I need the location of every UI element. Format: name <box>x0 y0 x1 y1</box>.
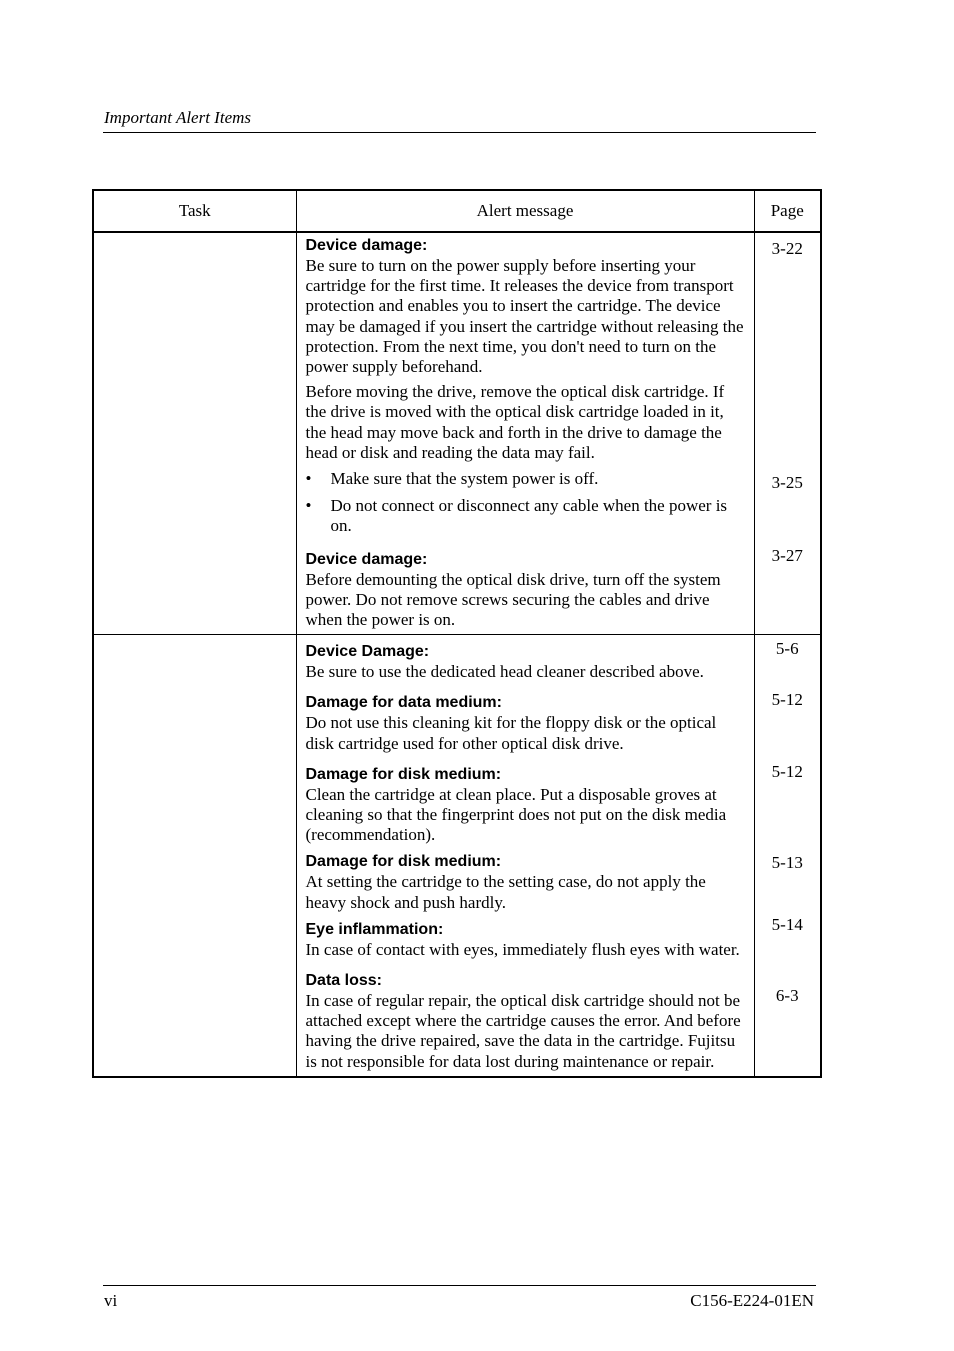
alert-text: In case of regular repair, the optical disk cartridge should not be attached except where the cartridge causes the error. And before having the drive repaired, save the data in the cartridge. Fujitsu is not responsible for data lost during maintenance or repair. <box>305 991 741 1071</box>
page-reference: 3-25 <box>771 473 803 492</box>
alert-bullet-list <box>306 469 747 537</box>
table-row <box>93 232 821 635</box>
alert-heading: Eye inflammation: <box>305 920 444 938</box>
page-reference: 6-3 <box>775 986 799 1006</box>
alert-heading: Damage for disk medium: <box>305 765 502 783</box>
page-reference: 5-12 <box>771 762 803 782</box>
alert-block <box>306 692 747 753</box>
alert-block <box>306 549 747 631</box>
alert-heading: Device Damage: <box>305 643 430 661</box>
alert-block <box>306 851 747 912</box>
running-footer <box>103 1285 816 1310</box>
list-item-text: Make sure that the system power is off. <box>330 469 599 489</box>
running-header <box>103 107 816 133</box>
document-code: C156-E224-01EN <box>690 1291 814 1310</box>
page-reference: 5-13 <box>771 853 803 873</box>
alert-text: Do not use this cleaning kit for the floppy disk or the optical disk cartridge used for other optical disk drive. <box>305 713 717 753</box>
alert-message-cell <box>296 232 754 635</box>
alert-block <box>306 641 747 682</box>
alert-text: Be sure to use the dedicated head cleaner described above. <box>305 662 704 682</box>
page-number: vi <box>104 1291 118 1310</box>
alert-block <box>306 970 747 1072</box>
header-title: Important Alert Items <box>104 108 252 127</box>
alert-block <box>306 382 747 463</box>
alert-heading: Device damage: <box>305 550 428 568</box>
alert-text: Clean the cartridge at clean place. Put a disposable groves at cleaning so that the fingerprint does not put on the disk media (recommendation). <box>305 784 727 845</box>
page-reference: 3-22 <box>771 239 803 258</box>
list-item-text: Do not connect or disconnect any cable when the power is on. <box>330 496 728 536</box>
page-reference: 5-14 <box>771 915 803 935</box>
alert-message-cell <box>296 635 754 1077</box>
alert-block <box>306 764 747 846</box>
alert-heading: Data loss: <box>305 972 382 990</box>
page-cell <box>754 635 821 1077</box>
alert-block <box>306 919 747 960</box>
alert-items-table <box>92 189 822 1078</box>
alert-text: Before moving the drive, remove the optical disk cartridge. If the drive is moved with the optical disk cartridge loaded in it, the head may move back and forth in the drive to damage the head or disk and reading the data may fail. <box>305 382 725 462</box>
alert-heading: Damage for disk medium: <box>305 853 502 871</box>
page-reference: 5-12 <box>771 690 803 710</box>
alert-text: Before demounting the optical disk drive, turn off the system power. Do not remove screws securing the cables and drive when the power is on. <box>305 569 721 630</box>
list-item: • Do not connect or disconnect any cable when the power is on. <box>305 496 728 536</box>
column-header-page: Page <box>754 190 821 232</box>
alert-text: In case of contact with eyes, immediately flush eyes with water. <box>305 939 740 959</box>
table-header-row <box>93 190 821 232</box>
alert-heading: Device damage: <box>305 237 428 254</box>
table-row <box>93 635 821 1077</box>
page-reference: 5-6 <box>775 639 799 659</box>
alert-block <box>306 235 747 377</box>
page-cell <box>754 232 821 635</box>
alert-text: At setting the cartridge to the setting case, do not apply the heavy shock and push hardly. <box>305 872 706 912</box>
alert-heading: Damage for data medium: <box>305 694 502 712</box>
task-cell <box>93 635 296 1077</box>
list-item: • Make sure that the system power is off. <box>305 469 599 489</box>
alert-text: Be sure to turn on the power supply before inserting your cartridge for the first time. It releases the device from transport protection and enables you to insert the cartridge. The device may be damaged if you insert the cartridge without releasing the protection. From the next time, you don't need to turn on the power supply beforehand. <box>305 256 744 377</box>
column-header-task: Task <box>93 190 296 232</box>
task-cell <box>93 232 296 635</box>
column-header-message: Alert message <box>296 190 754 232</box>
page-reference: 3-27 <box>771 546 803 565</box>
